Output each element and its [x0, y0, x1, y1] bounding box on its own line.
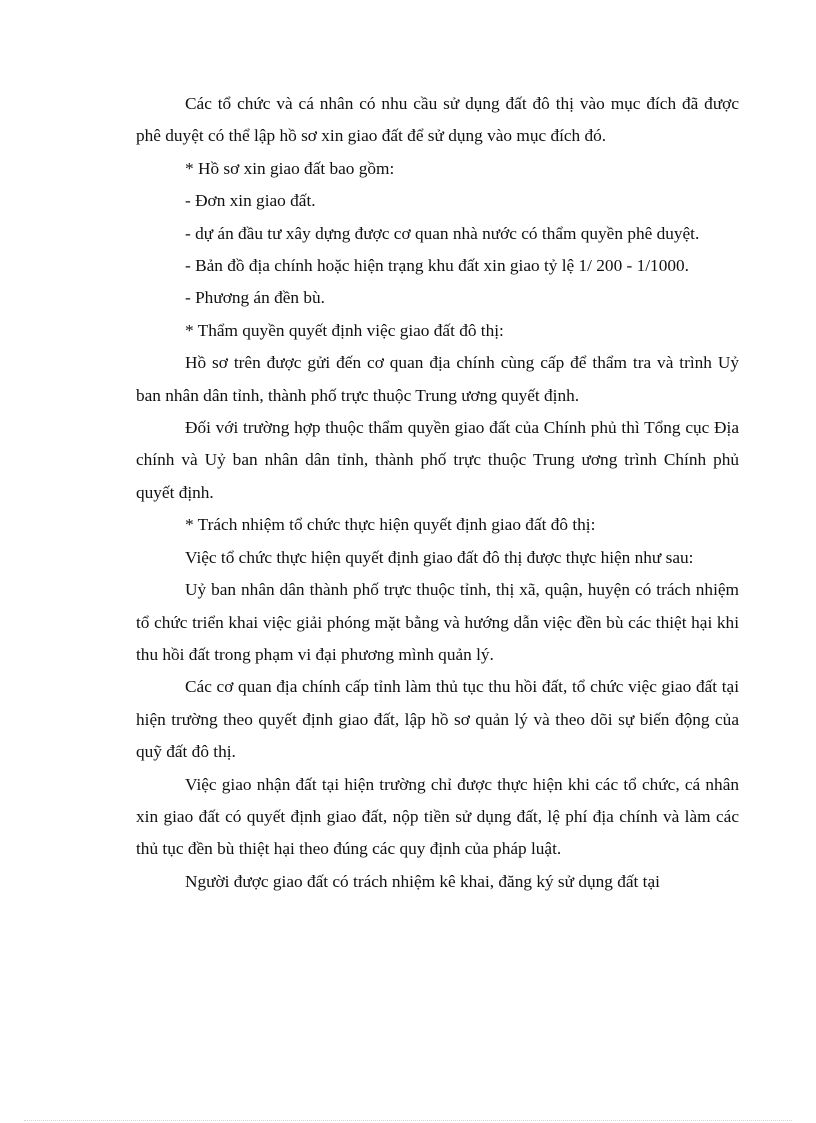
- paragraph-land-handover: Việc giao nhận đất tại hiện trường chỉ được thực hiện khi các tổ chức, cá nhân xin giao đất có quyết định giao đất, nộp tiền sử dụng đất, lệ phí địa chính và làm các thủ tục đền bù thiệt hại theo đúng các quy định của pháp luật.: [136, 774, 739, 859]
- list-item-investment-project: - dự án đầu tư xây dựng được cơ quan nhà nước có thẩm quyền phê duyệt.: [185, 223, 700, 243]
- paragraph-intro: Các tổ chức và cá nhân có nhu cầu sử dụng đất đô thị vào mục đích đã được phê duyệt có thể lập hồ sơ xin giao đất để sử dụng vào mục đích đó.: [136, 94, 739, 146]
- heading-decision-authority: * Thẩm quyền quyết định việc giao đất đô thị:: [185, 320, 504, 340]
- list-item-compensation-plan: - Phương án đền bù.: [185, 288, 325, 308]
- heading-implementation-responsibility: * Trách nhiệm tổ chức thực hiện quyết định giao đất đô thị:: [185, 515, 596, 535]
- paragraph-land-registration: Người được giao đất có trách nhiệm kê khai, đăng ký sử dụng đất tại: [185, 871, 660, 891]
- paragraph-district-committee: Uỷ ban nhân dân thành phố trực thuộc tỉnh, thị xã, quận, huyện có trách nhiệm tổ chức triển khai việc giải phóng mặt bằng và hướng dẫn việc đền bù các thiệt hại khi thu hồi đất trong phạm vi đại phương mình quản lý.: [136, 580, 739, 664]
- heading-application-dossier: * Hồ sơ xin giao đất bao gồm:: [185, 158, 395, 178]
- document-body: [136, 88, 739, 898]
- paragraph-government-authority: Đối với trường hợp thuộc thẩm quyền giao đất của Chính phủ thì Tổng cục Địa chính và Uỷ ban nhân dân tỉnh, thành phố trực thuộc Trung ương trình Chính phủ quyết định.: [136, 418, 739, 502]
- paragraph-cadastral-agencies: Các cơ quan địa chính cấp tỉnh làm thủ tục thu hồi đất, tổ chức việc giao đất tại hiện trường theo quyết định giao đất, lập hồ sơ quản lý và theo dõi sự biến động của quỹ đất đô thị.: [136, 677, 739, 762]
- paragraph-dossier-submission: Hồ sơ trên được gửi đến cơ quan địa chính cùng cấp để thẩm tra và trình Uỷ ban nhân dân tỉnh, thành phố trực thuộc Trung ương quyết định.: [136, 353, 739, 405]
- paragraph-implementation-intro: Việc tổ chức thực hiện quyết định giao đất đô thị được thực hiện như sau:: [185, 547, 694, 567]
- list-item-application-form: - Đơn xin giao đất.: [185, 191, 316, 211]
- page-bottom-divider: [24, 1120, 792, 1121]
- list-item-cadastral-map: - Bản đồ địa chính hoặc hiện trạng khu đất xin giao tỷ lệ 1/ 200 - 1/1000.: [185, 256, 689, 276]
